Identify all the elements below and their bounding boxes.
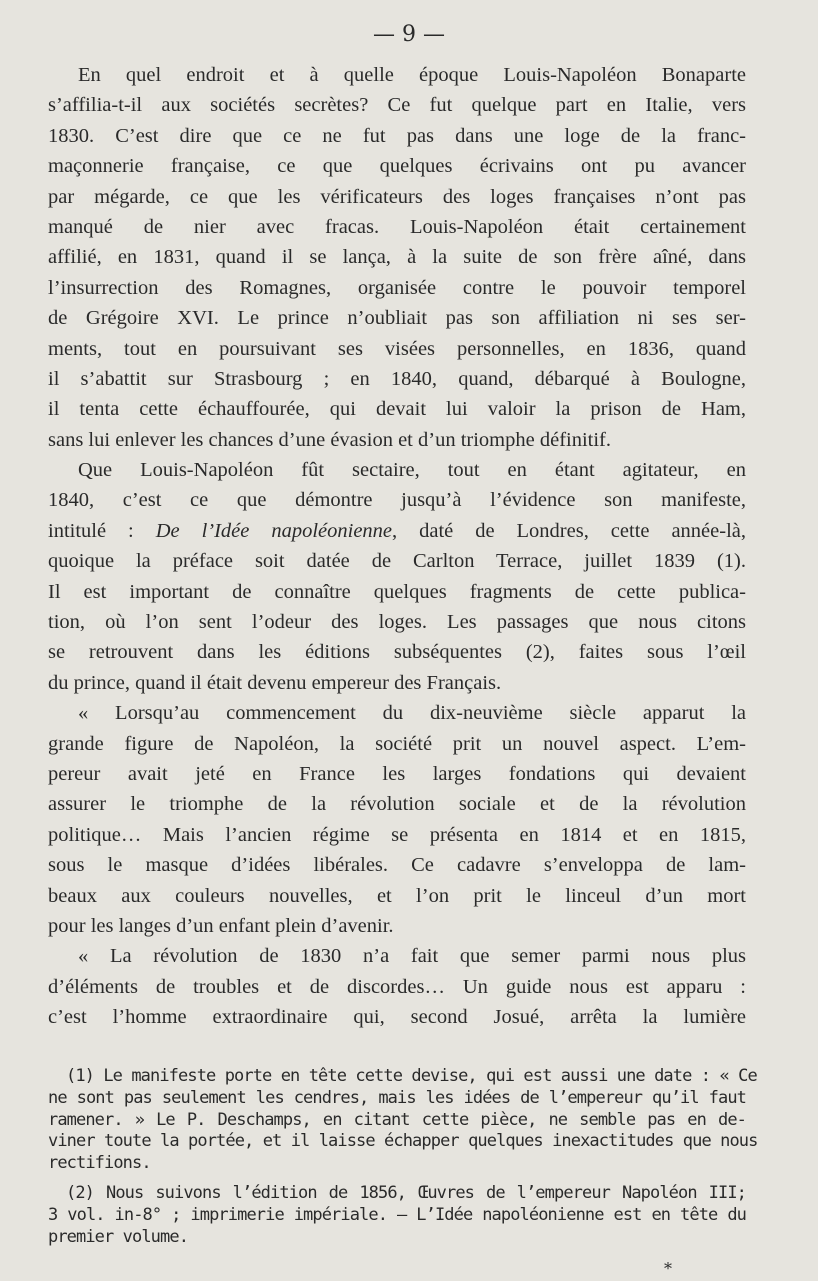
footnote-1: [48, 1066, 758, 1175]
body-line-segment: , daté de Londres, cette année-là,: [392, 519, 746, 542]
ornament-asterisk: *: [664, 1259, 672, 1278]
footnote-2: [48, 1183, 746, 1248]
footnote-line: ramener. » Le P. Deschamps, en citant cette pièce, ne semble pas en de-: [48, 1109, 746, 1130]
body-line-segment: intitulé :: [48, 519, 156, 542]
body-line: c’est l’homme extraordinaire qui, second Josué, arrêta la lumière: [48, 1006, 746, 1029]
book-title: De l’Idée napoléonienne: [155, 519, 393, 542]
body-line: tion, où l’on sent l’odeur des loges. Les passages que nous citons: [48, 611, 746, 634]
body-line: du prince, quand il était devenu empereur des Français.: [48, 671, 502, 694]
footnote-line: rectifions.: [48, 1153, 151, 1174]
body-line: Il est important de connaître quelques fragments de cette publica-: [48, 580, 746, 603]
body-line: « Lorsqu’au commencement du dix-neuvième siècle apparut la: [78, 702, 746, 725]
body-line: 1830. C’est dire que ce ne fut pas dans une loge de la franc-: [48, 124, 746, 147]
body-line: Que Louis-Napoléon fût sectaire, tout en étant agitateur, en: [78, 459, 746, 482]
body-line: « La révolution de 1830 n’a fait que semer parmi nous plus: [78, 945, 746, 968]
footnote-line: 3 vol. in-8° ; imprimerie impériale. — L’Idée napoléonienne est en tête du: [48, 1204, 746, 1225]
body-line: sans lui enlever les chances d’une évasion et d’un triomphe définitif.: [48, 428, 611, 451]
body-line: ments, tout en poursuivant ses visées personnelles, en 1836, quand: [48, 337, 746, 360]
body-line: beaux aux couleurs nouvelles, et l’on prit le linceul d’un mort: [48, 884, 746, 907]
footnote-line: (2) Nous suivons l’édition de 1856, Œuvres de l’empereur Napoléon III;: [66, 1182, 746, 1203]
body-line: par mégarde, ce que les vérificateurs des loges françaises n’ont pas: [48, 185, 746, 208]
footnote-line: viner toute la portée, et il laisse échapper quelques inexactitudes que nous: [48, 1131, 758, 1152]
body-line: se retrouvent dans les éditions subséquentes (2), faites sous l’œil: [48, 641, 746, 664]
body-line: 1840, c’est ce que démontre jusqu’à l’évidence son manifeste,: [48, 489, 746, 512]
footnote-line: (1) Le manifeste porte en tête cette devise, qui est aussi une date : « Ce: [66, 1066, 757, 1086]
body-text: [48, 60, 746, 1033]
body-line: il tenta cette échauffourée, qui devait lui valoir la prison de Ham,: [48, 398, 746, 421]
body-line: En quel endroit et à quelle époque Louis-Napoléon Bonaparte: [78, 64, 746, 86]
body-line: manqué de nier avec fracas. Louis-Napoléon était certainement: [48, 215, 746, 238]
body-line: quoique la préface soit datée de Carlton Terrace, juillet 1839 (1).: [48, 550, 746, 573]
body-line: s’affilia-t-il aux sociétés secrètes? Ce fut quelque part en Italie, vers: [48, 94, 746, 117]
body-line: d’éléments de troubles et de discordes… Un guide nous est apparu :: [48, 975, 746, 998]
body-line: pour les langes d’un enfant plein d’avenir.: [48, 914, 394, 937]
body-line: il s’abattit sur Strasbourg ; en 1840, quand, débarqué à Boulogne,: [48, 367, 746, 390]
body-line: de Grégoire XVI. Le prince n’oubliait pas son affiliation ni ses ser-: [48, 307, 746, 330]
footnote-line: ne sont pas seulement les cendres, mais les idées de l’empereur qu’il faut: [48, 1087, 746, 1108]
footnote-line: premier volume.: [48, 1226, 189, 1247]
footnotes: [48, 1066, 758, 1248]
body-line: l’insurrection des Romagnes, organisée contre le pouvoir temporel: [48, 276, 746, 299]
body-line: [48, 516, 746, 546]
body-line: assurer le triomphe de la révolution sociale et de la révolution: [48, 793, 746, 816]
page-number: — 9 —: [373, 22, 445, 47]
body-line: maçonnerie française, ce que quelques écrivains ont pu avancer: [48, 155, 746, 178]
body-line: politique… Mais l’ancien régime se présenta en 1814 et en 1815,: [48, 823, 746, 846]
body-line: sous le masque d’idées libérales. Ce cadavre s’enveloppa de lam-: [48, 854, 746, 877]
body-line: affilié, en 1831, quand il se lança, à la suite de son frère aîné, dans: [48, 246, 746, 269]
body-line: pereur avait jeté en France les larges fondations qui devaient: [48, 762, 746, 785]
body-line: grande figure de Napoléon, la société prit un nouvel aspect. L’em-: [48, 732, 746, 755]
